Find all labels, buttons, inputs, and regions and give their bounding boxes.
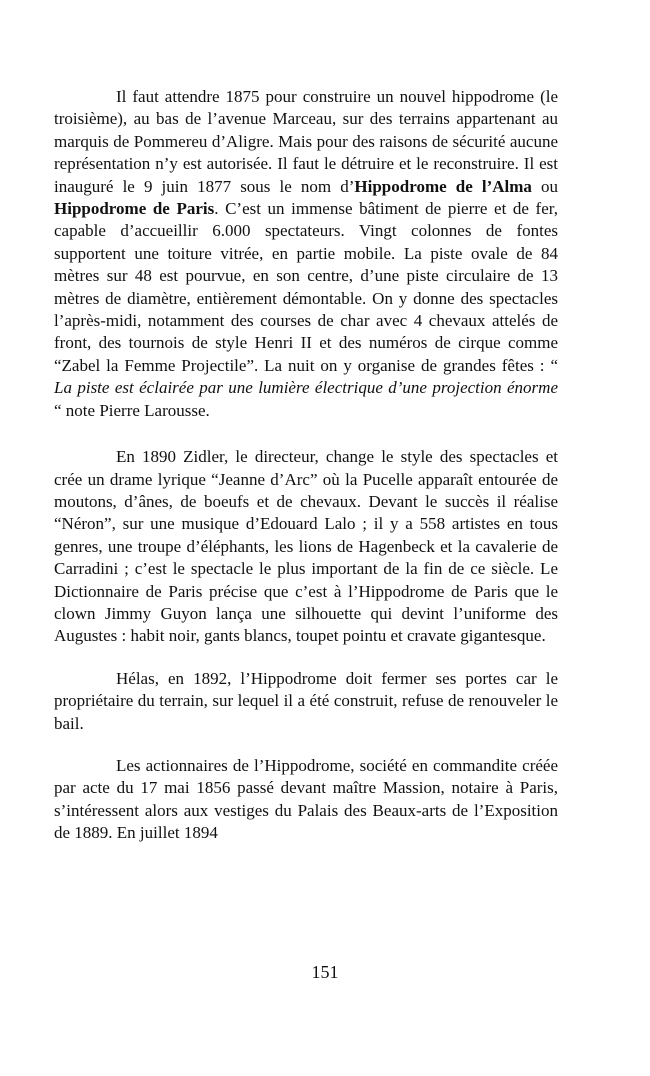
paragraph-1-bold-hippodrome-alma: Hippodrome de l’Alma [354,176,532,196]
page-body [54,86,558,845]
paragraph-1-text-4: “ note Pierre Larousse. [54,400,210,420]
paragraph-2 [54,446,558,648]
paragraph-1 [54,86,558,422]
paragraph-4-text: Les actionnaires de l’Hippodrome, société en commandite créée par acte du 17 mai 1856 passé devant maître Massion, notaire à Paris, s’intéressent alors aux vestiges du Palais des Beaux-arts de l’Exposition de 1889. En juillet 1894 [54,755,558,843]
paragraph-3 [54,668,558,735]
paragraph-1-text-3: . C’est un immense bâtiment de pierre et de fer, capable d’accueillir 6.000 spectateurs. Vingt colonnes de fontes supportent une toiture vitrée, en partie mobile. La piste ovale de 84 mètres sur 48 est pourvue, en son centre, d’une piste circulaire de 13 mètres de diamètre, entièrement démontable. On y donne des spectacles l’après-midi, notamment des courses de char avec 4 chevaux attelés de front, des tournois de style Henri II et des numéros de cirque comme “Zabel la Femme Projectile”. La nuit on y organise de grandes fêtes : “ [54,199,558,375]
paragraph-2-text: En 1890 Zidler, le directeur, change le style des spectacles et crée un drame lyrique “Jeanne d’Arc” où la Pucelle apparaît entourée de moutons, d’ânes, de boeufs et de chevaux. Devant le succès il réalise “Néron”, sur une musique d’Edouard Lalo ; il y a 558 artistes en tous genres, une troupe d’éléphants, les lions de Hagenbeck et la cavalerie de Carradini ; c’est le spectacle le plus important de la fin de ce siècle. Le Dictionnaire de Paris précise que c’est à l’Hippodrome de Paris que le clown Jimmy Guyon lança une silhouette qui devint l’uniforme des Augustes : habit noir, gants blancs, toupet pointu et cravate gigantesque. [54,447,558,646]
paragraph-4 [54,755,558,845]
paragraph-1-bold-hippodrome-paris: Hippodrome de Paris [54,199,215,219]
paragraph-1-italic-quote: La piste est éclairée par une lumière électrique d’une projection énorme [54,378,558,398]
paragraph-1-text-1: Il faut attendre 1875 pour construire un nouvel hippodrome (le troisième), au bas de l’avenue Marceau, sur des terrains appartenant au marquis de Pommereu d’Aligre. Mais pour des raisons de sécurité aucune représentation n’y est autorisée. Il faut le détruire et le reconstruire. Il est inauguré le 9 juin 1877 sous le nom d’ [54,87,558,196]
paragraph-1-text-2: ou [531,176,559,196]
page-number: 151 [311,962,339,982]
paragraph-3-text: Hélas, en 1892, l’Hippodrome doit fermer ses portes car le propriétaire du terrain, sur lequel il a été construit, refuse de renouveler le bail. [54,668,558,733]
